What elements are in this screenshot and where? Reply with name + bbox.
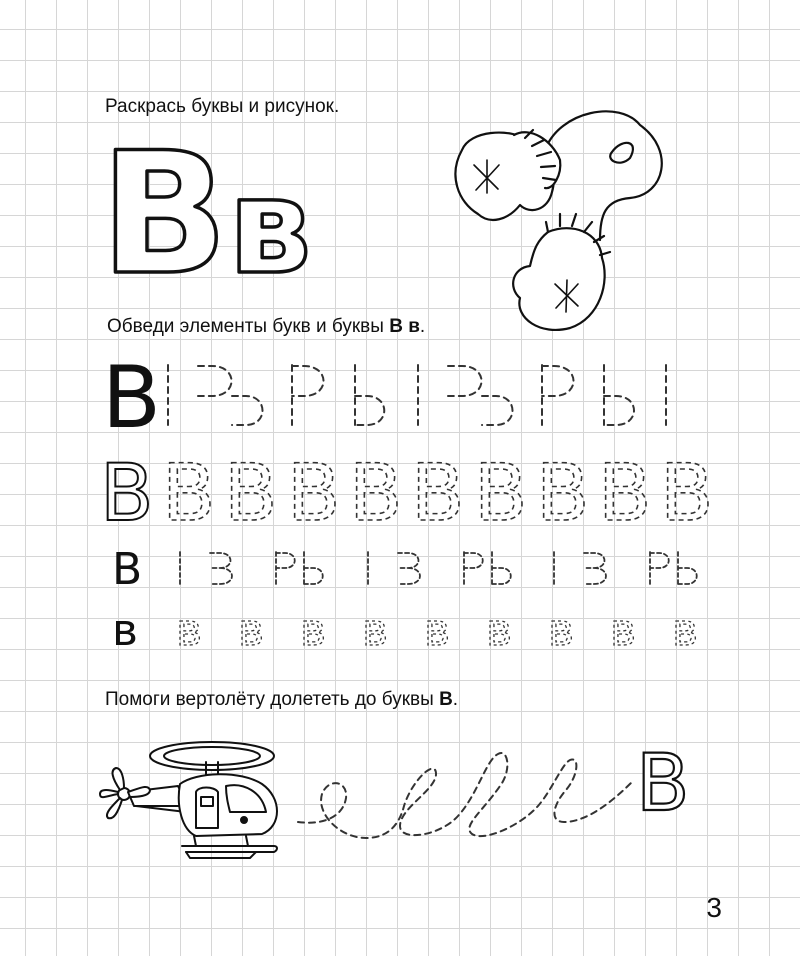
row2-trace-letter: В bbox=[536, 449, 590, 539]
row2-trace-letter: В bbox=[224, 449, 278, 539]
instruction-helicopter-letter: В bbox=[439, 689, 453, 710]
row4-trace-letter: в bbox=[424, 605, 450, 656]
big-letter-lower[interactable]: в bbox=[228, 150, 312, 304]
row2-trace-letter: В bbox=[474, 449, 528, 539]
row2-trace-letters[interactable] bbox=[162, 449, 714, 539]
row1-element-bowl-top bbox=[448, 366, 482, 396]
row3-sample-letter: В bbox=[112, 544, 143, 595]
row1-sample-letter: В bbox=[102, 348, 161, 448]
row4-trace-letter: в bbox=[486, 605, 512, 656]
tracing-rows bbox=[100, 348, 714, 656]
page-number: 3 bbox=[706, 892, 722, 923]
row4-trace-letter: в bbox=[238, 605, 264, 656]
instruction-color: Раскрась буквы и рисунок. bbox=[105, 96, 340, 117]
row4-trace-letter: в bbox=[362, 605, 388, 656]
row4-sample-letter: в bbox=[112, 605, 138, 656]
row2-trace-letter: В bbox=[598, 449, 652, 539]
row1-element-soft bbox=[604, 365, 634, 425]
row4-trace-letter: в bbox=[672, 605, 698, 656]
row3-element-soft bbox=[304, 552, 323, 584]
row3-element-p bbox=[464, 552, 483, 584]
row4-trace-letter: в bbox=[548, 605, 574, 656]
instruction-trace-letters: В в bbox=[389, 316, 420, 337]
row4-trace-letter: в bbox=[176, 605, 202, 656]
row3-element-3 bbox=[210, 553, 232, 584]
row1-element-soft bbox=[355, 365, 384, 425]
flight-path[interactable] bbox=[298, 753, 634, 838]
row1-element-p bbox=[292, 365, 324, 425]
row3-element-3 bbox=[398, 553, 420, 584]
row2-trace-letter: В bbox=[411, 449, 465, 539]
instruction-trace-period: . bbox=[419, 316, 426, 337]
row1-element-p bbox=[542, 365, 574, 425]
target-letter[interactable]: В bbox=[636, 739, 690, 829]
row3-trace-elements[interactable] bbox=[180, 552, 697, 584]
row2-trace-letter: В bbox=[162, 449, 216, 539]
row1-element-bowl-bottom bbox=[232, 396, 263, 425]
instruction-helicopter-period: . bbox=[452, 689, 459, 710]
helicopter-icon[interactable] bbox=[100, 742, 277, 858]
row3-element-p bbox=[276, 552, 295, 584]
row1-trace-elements[interactable] bbox=[168, 365, 666, 425]
row3-element-soft bbox=[492, 552, 511, 584]
row3-element-soft bbox=[678, 552, 697, 584]
row2-trace-letter: В bbox=[349, 449, 403, 539]
row4-trace-letters[interactable] bbox=[176, 605, 698, 656]
big-letter-upper[interactable]: В bbox=[100, 116, 229, 312]
instruction-helicopter-text: Помоги вертолёту долететь до буквы bbox=[105, 689, 440, 710]
row4-trace-letter: в bbox=[610, 605, 636, 656]
row2-sample-letter: В bbox=[100, 449, 154, 539]
row2-trace-letter: В bbox=[287, 449, 341, 539]
row1-element-bowl-bottom bbox=[482, 396, 513, 425]
row1-element-bowl-top bbox=[198, 366, 232, 396]
row3-element-p bbox=[650, 552, 669, 584]
instruction-trace-text: Обведи элементы букв и буквы bbox=[107, 316, 390, 337]
row4-trace-letter: в bbox=[300, 605, 326, 656]
row3-element-3 bbox=[584, 553, 606, 584]
mittens-icon[interactable] bbox=[455, 111, 661, 330]
row2-trace-letter: В bbox=[660, 449, 714, 539]
